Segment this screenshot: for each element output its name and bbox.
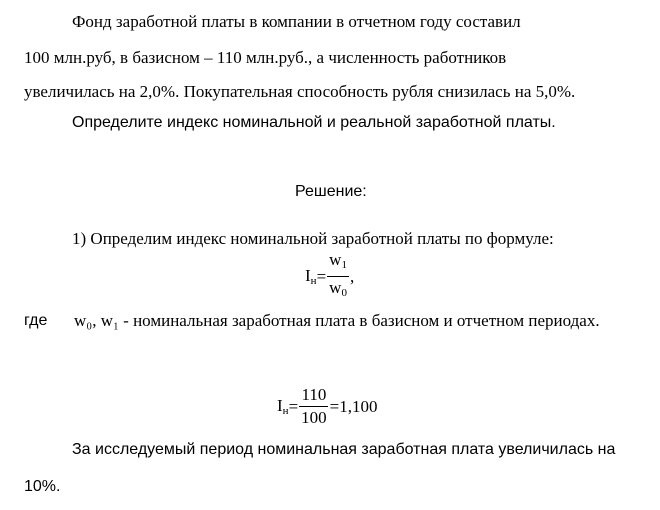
formula2-result: =1,100 [329, 396, 378, 416]
formula-comma: , [349, 266, 355, 286]
fraction2-denominator: 100 [301, 408, 327, 427]
where-text: w₀, w₁ - номинальная заработная плата в базисном и отчетном периодах. [74, 311, 600, 330]
fraction-numerator: $w_1$ [327, 250, 349, 277]
formula-nominal-index [305, 250, 354, 303]
formula2-lhs: $I_н$ [277, 396, 289, 417]
problem-line-2: 100 млн.руб, в базисном – 110 млн.руб., а численность работников [24, 48, 507, 67]
problem-line-1: Фонд заработной платы в компании в отчетном году составил [72, 12, 521, 31]
step-1-text: 1) Определим индекс номинальной заработной платы по формуле: [72, 229, 554, 248]
solution-heading: Решение: [295, 183, 367, 200]
formula-nominal-index-value [277, 385, 378, 428]
conclusion-line-1: За исследуемый период номинальная заработная плата увеличилась на [72, 441, 616, 458]
formula-lhs: $I_н$ [305, 266, 317, 287]
formula2-equals: = [288, 396, 299, 416]
question-text: Определите индекс номинальной и реальной заработной платы. [72, 114, 556, 131]
where-label: где [24, 312, 48, 329]
fraction-denominator: $w_0$ [329, 278, 347, 299]
formula-equals: = [316, 266, 327, 286]
formula-fraction [327, 250, 349, 303]
fraction2-numerator: 110 [299, 385, 328, 407]
formula2-fraction [299, 385, 329, 428]
problem-line-3: увеличилась на 2,0%. Покупательная способность рубля снизилась на 5,0%. [24, 82, 576, 101]
conclusion-line-2: 10%. [24, 478, 61, 495]
